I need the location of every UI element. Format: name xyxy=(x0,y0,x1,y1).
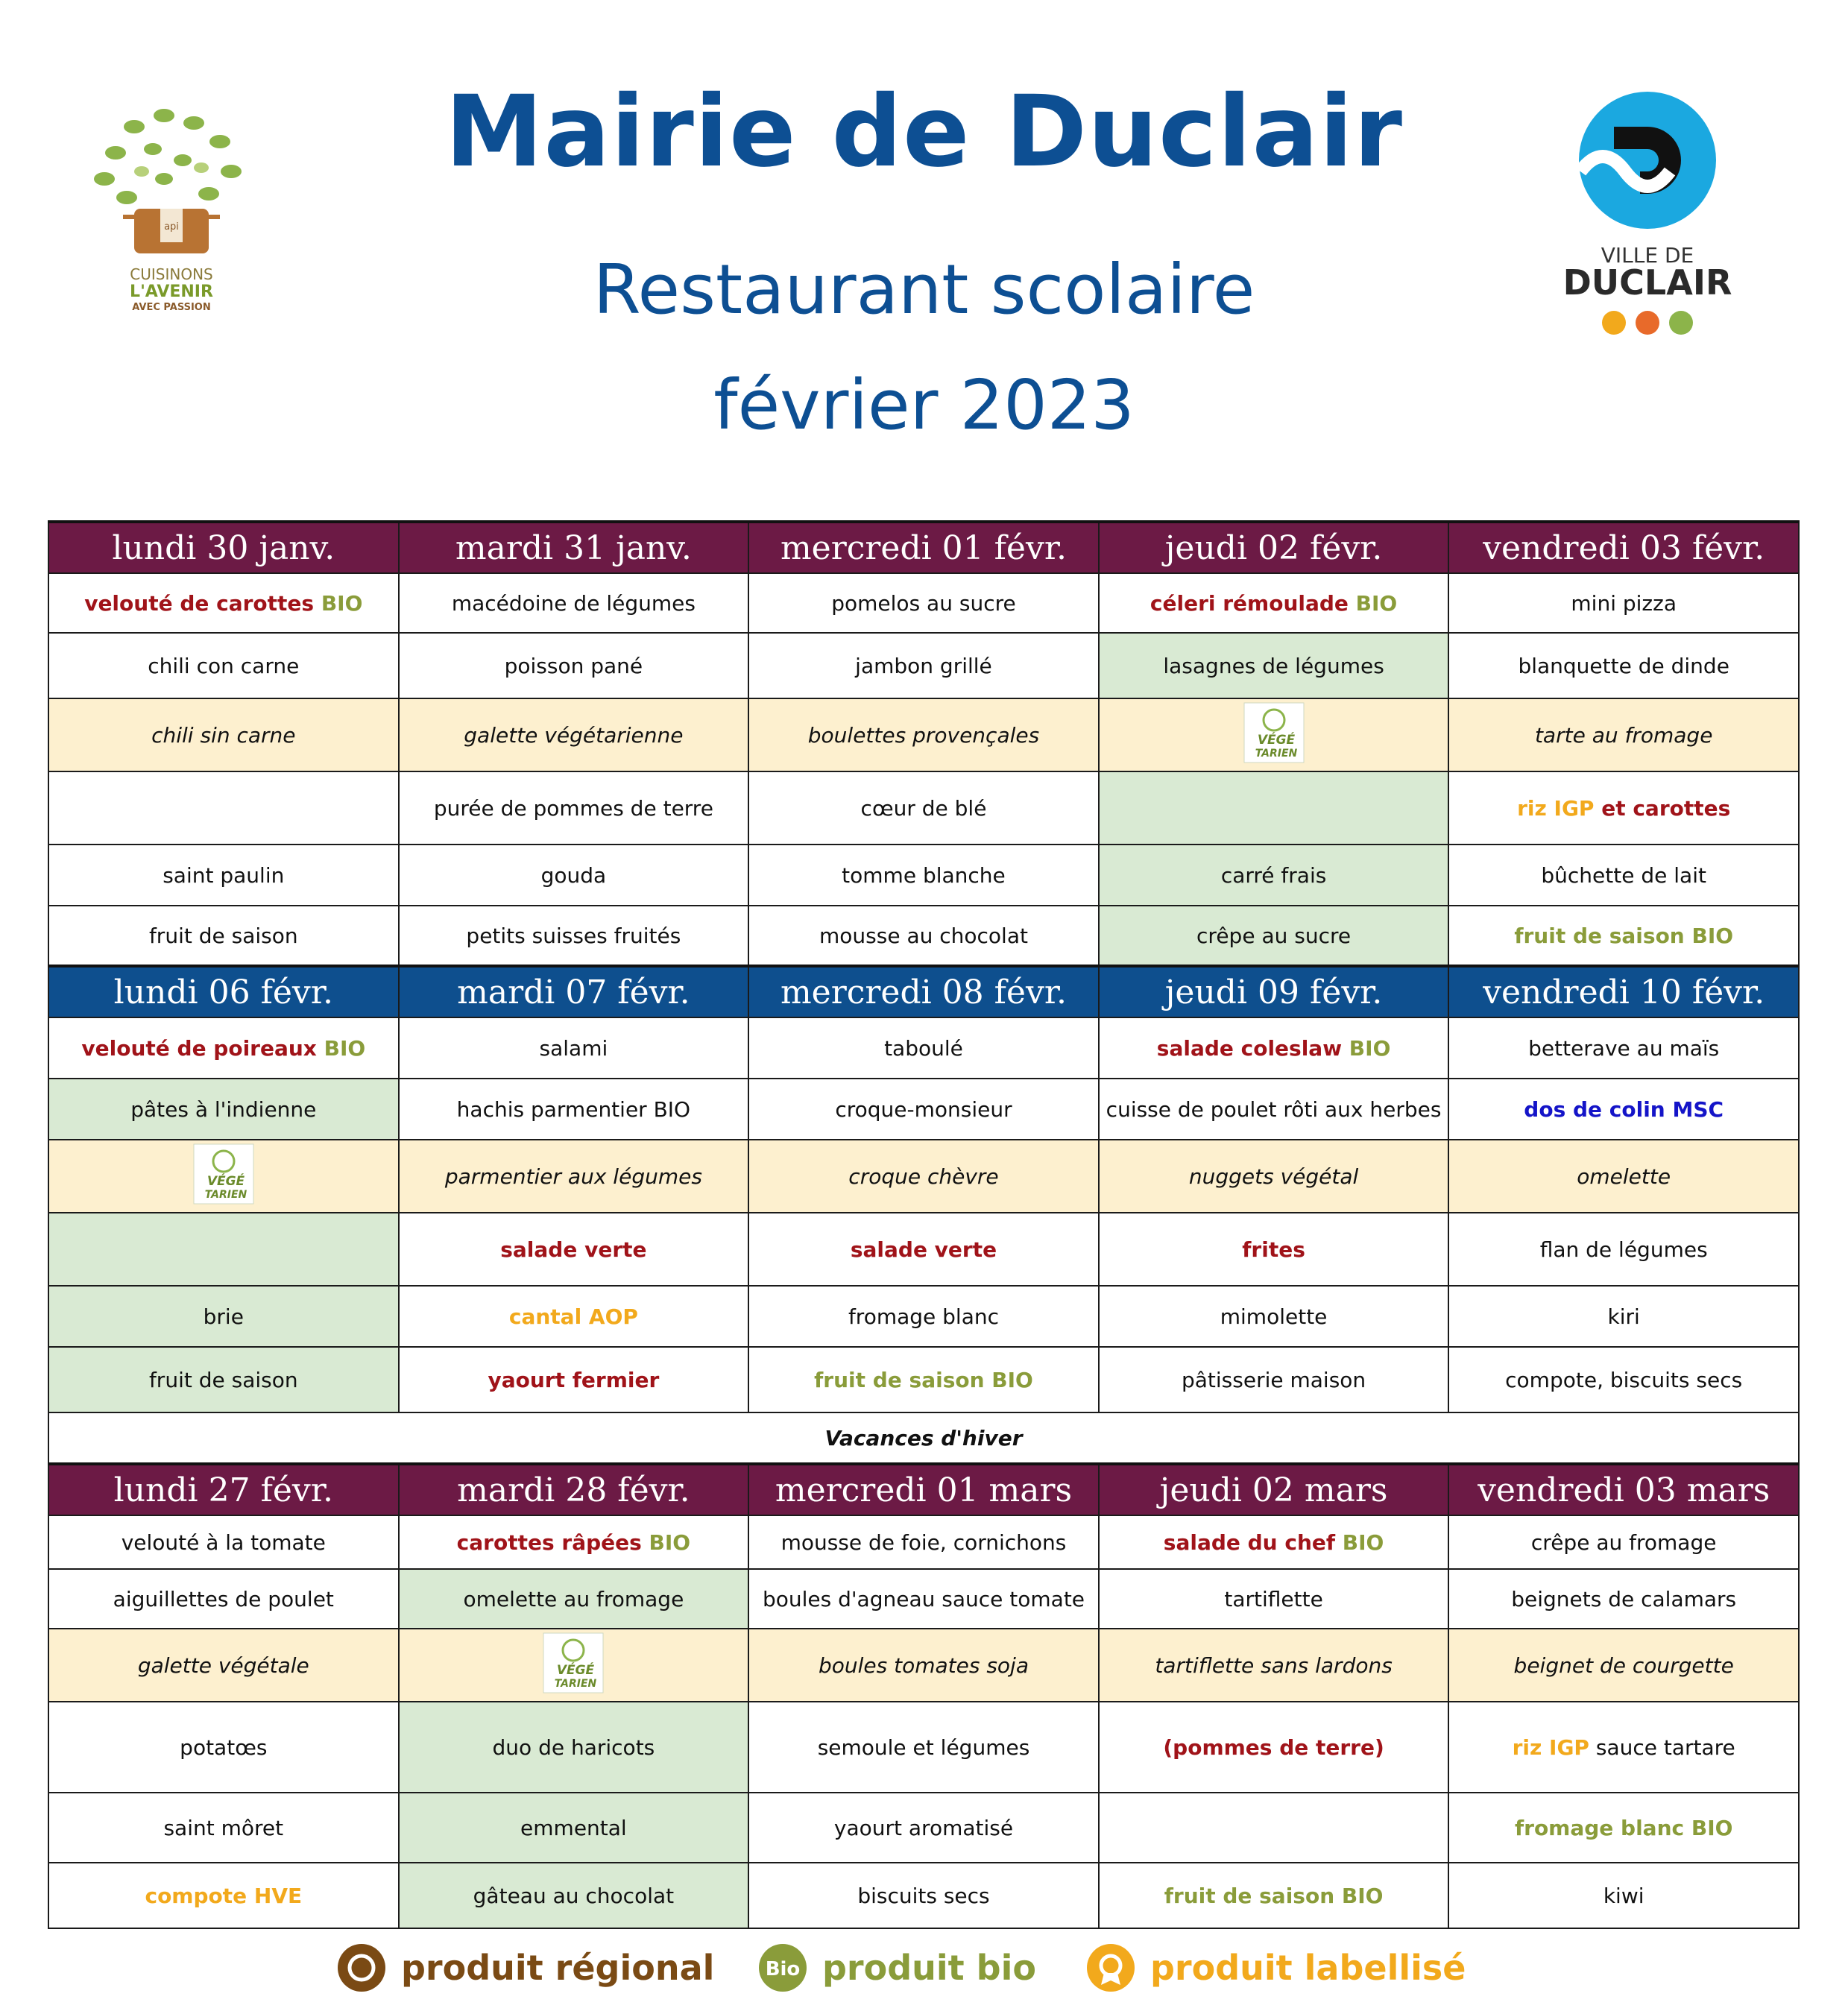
menu-cell xyxy=(48,1079,399,1140)
dish-text: poisson pané xyxy=(504,653,643,678)
menu-row-dessert xyxy=(48,1863,1799,1928)
menu-row-dessert xyxy=(48,906,1799,966)
dish-text: hachis parmentier BIO xyxy=(456,1096,691,1122)
week-1-day-header xyxy=(48,522,1799,573)
menu-cell xyxy=(1099,633,1449,698)
tree-pot-icon xyxy=(82,97,261,321)
week-3-day-header xyxy=(48,1464,1799,1515)
dish-text: parmentier aux légumes xyxy=(444,1164,702,1189)
legend-regional-label: produit régional xyxy=(401,1948,715,1988)
menu-cell xyxy=(1448,1863,1799,1928)
dish-text: salade verte xyxy=(500,1237,647,1262)
menu-cell xyxy=(1099,1569,1449,1629)
duclair-emblem-icon xyxy=(1551,89,1744,343)
vegetarian-badge-icon xyxy=(543,1632,604,1699)
menu-cell xyxy=(1099,1017,1449,1079)
dish-text: nuggets végétal xyxy=(1188,1164,1359,1189)
dish-text: pâtisserie maison xyxy=(1181,1367,1366,1392)
menu-row-dessert xyxy=(48,1347,1799,1412)
menu-cell xyxy=(748,1347,1099,1412)
dish-text: BIO xyxy=(1342,1035,1391,1061)
menu-cell xyxy=(48,1793,399,1863)
dish-text: saint môret xyxy=(163,1815,284,1840)
menu-cell xyxy=(748,1515,1099,1569)
menu-cell xyxy=(48,573,399,633)
menu-table xyxy=(48,520,1800,1929)
menu-cell xyxy=(399,698,749,771)
menu-row-side xyxy=(48,1702,1799,1793)
menu-cell xyxy=(1099,1079,1449,1140)
menu-cell xyxy=(1099,573,1449,633)
dish-text: blanquette de dinde xyxy=(1518,653,1729,678)
menu-cell xyxy=(1448,1140,1799,1213)
dish-text: (pommes de terre) xyxy=(1163,1734,1384,1760)
dish-text: duo de haricots xyxy=(492,1734,655,1760)
menu-cell xyxy=(48,1702,399,1793)
dish-text: carottes râpées xyxy=(456,1530,642,1555)
day-header: mardi 31 janv. xyxy=(399,522,749,573)
dish-text: tartiflette sans lardons xyxy=(1155,1652,1393,1678)
dish-text: semoule et légumes xyxy=(817,1734,1030,1760)
menu-cell xyxy=(1448,1347,1799,1412)
day-header: vendredi 10 févr. xyxy=(1448,966,1799,1017)
menu-cell xyxy=(1099,771,1449,845)
menu-row-main xyxy=(48,1079,1799,1140)
svg-text:DUCLAIR: DUCLAIR xyxy=(1562,262,1732,303)
dish-text: céleri rémoulade xyxy=(1150,590,1349,616)
dish-text: fromage blanc BIO xyxy=(1514,1815,1733,1840)
menu-cell xyxy=(399,1017,749,1079)
dish-text: riz IGP xyxy=(1512,1734,1589,1760)
legend-bio xyxy=(757,1938,1036,1998)
menu-row-side xyxy=(48,1213,1799,1286)
menu-cell xyxy=(399,633,749,698)
dish-text: velouté de poireaux xyxy=(81,1035,317,1061)
menu-cell xyxy=(48,1569,399,1629)
svg-text:VÉGÉ: VÉGÉ xyxy=(206,1173,245,1189)
menu-cell xyxy=(748,1079,1099,1140)
dish-text: omelette au fromage xyxy=(463,1586,684,1611)
dish-text: mini pizza xyxy=(1571,590,1677,616)
menu-cell xyxy=(748,1213,1099,1286)
menu-cell xyxy=(748,573,1099,633)
dish-text: fruit de saison BIO xyxy=(1514,923,1734,948)
menu-cell xyxy=(1099,1515,1449,1569)
day-header: mercredi 01 févr. xyxy=(748,522,1099,573)
ville-de-duclair-logo xyxy=(1551,89,1744,343)
menu-cell xyxy=(1099,1347,1449,1412)
legend-bio-label: produit bio xyxy=(822,1948,1036,1988)
menu-month: février 2023 xyxy=(713,365,1135,445)
dish-text: velouté à la tomate xyxy=(121,1530,326,1555)
cuisinons-lavenir-logo xyxy=(82,97,261,321)
menu-cell xyxy=(1448,1017,1799,1079)
dish-text: mimolette xyxy=(1220,1304,1328,1329)
menu-cell xyxy=(1448,633,1799,698)
menu-cell xyxy=(1448,1079,1799,1140)
dish-text: macédoine de légumes xyxy=(451,590,696,616)
regional-icon xyxy=(335,1942,388,1994)
svg-text:AVEC PASSION: AVEC PASSION xyxy=(132,302,211,313)
svg-text:TARIEN: TARIEN xyxy=(555,1677,597,1690)
dish-text: sauce tartare xyxy=(1589,1734,1735,1760)
dish-text: croque-monsieur xyxy=(835,1096,1012,1122)
menu-cell xyxy=(48,1140,399,1213)
menu-cell xyxy=(748,698,1099,771)
dish-text: lasagnes de légumes xyxy=(1163,653,1384,678)
holiday-row xyxy=(48,1412,1799,1464)
dish-text: fruit de saison xyxy=(148,923,298,948)
menu-cell xyxy=(1099,698,1449,771)
day-header: vendredi 03 févr. xyxy=(1448,522,1799,573)
menu-cell xyxy=(48,845,399,906)
dish-text: salade verte xyxy=(850,1237,997,1262)
menu-cell xyxy=(1448,906,1799,966)
menu-cell xyxy=(748,771,1099,845)
menu-cell xyxy=(1099,1140,1449,1213)
menu-row-alternative xyxy=(48,1140,1799,1213)
svg-text:CUISINONS: CUISINONS xyxy=(130,265,213,283)
menu-row-alternative xyxy=(48,1629,1799,1702)
dish-text: taboulé xyxy=(884,1035,963,1061)
dish-text: cœur de blé xyxy=(860,795,987,821)
menu-cell xyxy=(1448,1569,1799,1629)
legend-label-label: produit labellisé xyxy=(1150,1948,1466,1988)
dish-text: carré frais xyxy=(1220,862,1327,888)
menu-row-cheese xyxy=(48,1286,1799,1347)
dish-text: galette végétale xyxy=(137,1652,309,1678)
menu-row-starter xyxy=(48,1515,1799,1569)
menu-cell xyxy=(399,845,749,906)
dish-text: yaourt aromatisé xyxy=(833,1815,1014,1840)
dish-text: BIO xyxy=(641,1530,691,1555)
dish-text: aiguillettes de poulet xyxy=(113,1586,334,1611)
dish-text: riz IGP xyxy=(1517,795,1595,821)
menu-cell xyxy=(48,771,399,845)
svg-text:VÉGÉ: VÉGÉ xyxy=(557,1662,595,1678)
dish-text: biscuits secs xyxy=(857,1883,990,1908)
menu-cell xyxy=(399,906,749,966)
dish-text: chili con carne xyxy=(148,653,300,678)
menu-cell xyxy=(1448,845,1799,906)
menu-cell xyxy=(48,1347,399,1412)
dish-text: salade du chef xyxy=(1163,1530,1336,1555)
dish-text: BIO xyxy=(316,1035,366,1061)
dish-text: boules d'agneau sauce tomate xyxy=(762,1586,1085,1611)
menu-cell xyxy=(1448,1793,1799,1863)
dish-text: compote, biscuits secs xyxy=(1505,1367,1743,1392)
menu-cell xyxy=(1099,1793,1449,1863)
vegetarian-badge-icon xyxy=(1243,702,1305,768)
svg-text:TARIEN: TARIEN xyxy=(1255,747,1297,760)
menu-cell xyxy=(48,1629,399,1702)
svg-text:api: api xyxy=(164,221,179,233)
menu-cell xyxy=(399,573,749,633)
dish-text: jambon grillé xyxy=(855,653,992,678)
dish-text: beignet de courgette xyxy=(1513,1652,1734,1678)
dish-text: crêpe au fromage xyxy=(1530,1530,1717,1555)
menu-cell xyxy=(748,1702,1099,1793)
dish-text: beignets de calamars xyxy=(1511,1586,1737,1611)
dish-text: velouté de carottes xyxy=(84,590,315,616)
menu-cell xyxy=(48,633,399,698)
dish-text: tartiflette xyxy=(1224,1586,1323,1611)
dish-text: cuisse de poulet rôti aux herbes xyxy=(1106,1096,1442,1122)
dish-text: pâtes à l'indienne xyxy=(130,1096,317,1122)
dish-text: emmental xyxy=(520,1815,627,1840)
dish-text: yaourt fermier xyxy=(488,1367,660,1392)
week-2-day-header xyxy=(48,966,1799,1017)
dish-text: mousse au chocolat xyxy=(819,923,1028,948)
dish-text: BIO xyxy=(314,590,363,616)
day-header: jeudi 02 mars xyxy=(1099,1464,1449,1515)
dish-text: gouda xyxy=(540,862,607,888)
label-icon xyxy=(1085,1942,1137,1994)
bio-icon xyxy=(757,1942,809,1994)
day-header: lundi 27 févr. xyxy=(48,1464,399,1515)
day-header: jeudi 09 févr. xyxy=(1099,966,1449,1017)
day-header: mardi 07 févr. xyxy=(399,966,749,1017)
dish-text: BIO xyxy=(1348,590,1398,616)
dish-text: tarte au fromage xyxy=(1534,722,1713,748)
menu-row-starter xyxy=(48,573,1799,633)
menu-cell xyxy=(399,1793,749,1863)
menu-cell xyxy=(748,1569,1099,1629)
day-header: mardi 28 févr. xyxy=(399,1464,749,1515)
menu-cell xyxy=(1099,845,1449,906)
day-header: lundi 06 févr. xyxy=(48,966,399,1017)
menu-cell xyxy=(1448,1702,1799,1793)
menu-cell xyxy=(48,698,399,771)
dish-text: flan de légumes xyxy=(1539,1237,1708,1262)
dish-text: salami xyxy=(539,1035,608,1061)
dish-text: croque chèvre xyxy=(848,1164,999,1189)
dish-text: compote HVE xyxy=(145,1883,303,1908)
day-header: mercredi 08 févr. xyxy=(748,966,1099,1017)
menu-cell xyxy=(1448,1629,1799,1702)
dish-text: frites xyxy=(1242,1237,1305,1262)
menu-row-main xyxy=(48,633,1799,698)
menu-cell xyxy=(399,1213,749,1286)
menu-row-cheese xyxy=(48,845,1799,906)
svg-text:L'AVENIR: L'AVENIR xyxy=(130,282,213,301)
vegetarian-badge-icon xyxy=(193,1143,254,1210)
dish-text: gâteau au chocolat xyxy=(473,1883,675,1908)
menu-cell xyxy=(748,1140,1099,1213)
menu-row-cheese xyxy=(48,1793,1799,1863)
dish-text: fromage blanc xyxy=(848,1304,1000,1329)
dish-text: mousse de foie, cornichons xyxy=(780,1530,1067,1555)
menu-cell xyxy=(399,1515,749,1569)
menu-cell xyxy=(1448,1286,1799,1347)
legend-regional xyxy=(335,1938,714,1998)
menu-row-alternative xyxy=(48,698,1799,771)
menu-cell xyxy=(1448,1515,1799,1569)
dish-text: pomelos au sucre xyxy=(831,590,1016,616)
menu-cell xyxy=(1448,573,1799,633)
menu-row-main xyxy=(48,1569,1799,1629)
menu-cell xyxy=(748,1286,1099,1347)
menu-row-starter xyxy=(48,1017,1799,1079)
menu-cell xyxy=(48,1213,399,1286)
dish-text: crêpe au sucre xyxy=(1196,923,1352,948)
menu-cell xyxy=(748,633,1099,698)
dish-text: boulettes provençales xyxy=(807,722,1040,748)
dish-text: boules tomates soja xyxy=(818,1652,1029,1678)
dish-text: dos de colin MSC xyxy=(1524,1096,1724,1122)
dish-text: betterave au maïs xyxy=(1528,1035,1720,1061)
menu-cell xyxy=(1099,906,1449,966)
dish-text: potatœs xyxy=(180,1734,268,1760)
menu-cell xyxy=(48,1286,399,1347)
dish-text: brie xyxy=(203,1304,244,1329)
page-subtitle: Restaurant scolaire xyxy=(593,250,1255,329)
menu-cell xyxy=(1099,1863,1449,1928)
day-header: jeudi 02 févr. xyxy=(1099,522,1449,573)
menu-cell xyxy=(1099,1213,1449,1286)
svg-text:VILLE DE: VILLE DE xyxy=(1601,243,1694,268)
menu-cell xyxy=(399,1079,749,1140)
menu-cell xyxy=(1448,1213,1799,1286)
svg-text:VÉGÉ: VÉGÉ xyxy=(1257,732,1295,748)
menu-cell xyxy=(399,1702,749,1793)
legend-label xyxy=(1085,1938,1466,1998)
dish-text: BIO xyxy=(1335,1530,1384,1555)
svg-text:TARIEN: TARIEN xyxy=(204,1188,247,1201)
menu-cell xyxy=(748,1793,1099,1863)
dish-text: cantal AOP xyxy=(508,1304,638,1329)
dish-text: omelette xyxy=(1577,1164,1671,1189)
dish-text: tomme blanche xyxy=(842,862,1006,888)
dish-text: kiwi xyxy=(1603,1883,1644,1908)
menu-cell xyxy=(399,771,749,845)
menu-cell xyxy=(48,906,399,966)
holiday-label: Vacances d'hiver xyxy=(48,1412,1799,1464)
dish-text: kiri xyxy=(1607,1304,1640,1329)
menu-cell xyxy=(748,845,1099,906)
menu-row-side xyxy=(48,771,1799,845)
menu-cell xyxy=(1448,698,1799,771)
menu-cell xyxy=(399,1863,749,1928)
dish-text: petits suisses fruités xyxy=(466,923,681,948)
dish-text: et carottes xyxy=(1594,795,1731,821)
menu-cell xyxy=(48,1863,399,1928)
menu-cell xyxy=(748,906,1099,966)
menu-cell xyxy=(48,1017,399,1079)
menu-cell xyxy=(48,1515,399,1569)
dish-text: fruit de saison BIO xyxy=(814,1367,1033,1392)
dish-text: galette végétarienne xyxy=(464,722,684,748)
dish-text: saint paulin xyxy=(163,862,285,888)
menu-cell xyxy=(399,1569,749,1629)
day-header: mercredi 01 mars xyxy=(748,1464,1099,1515)
menu-cell xyxy=(399,1629,749,1702)
dish-text: fruit de saison BIO xyxy=(1164,1883,1384,1908)
dish-text: salade coleslaw xyxy=(1156,1035,1343,1061)
menu-cell xyxy=(1448,771,1799,845)
dish-text: fruit de saison xyxy=(148,1367,298,1392)
menu-cell xyxy=(399,1286,749,1347)
day-header: lundi 30 janv. xyxy=(48,522,399,573)
dish-text: purée de pommes de terre xyxy=(433,795,713,821)
menu-cell xyxy=(1099,1702,1449,1793)
menu-cell xyxy=(1099,1629,1449,1702)
menu-cell xyxy=(1099,1286,1449,1347)
menu-cell xyxy=(399,1140,749,1213)
page-title: Mairie de Duclair xyxy=(445,75,1403,189)
dish-text: chili sin carne xyxy=(151,722,296,748)
menu-cell xyxy=(748,1629,1099,1702)
day-header: vendredi 03 mars xyxy=(1448,1464,1799,1515)
svg-text:Bio: Bio xyxy=(765,1958,801,1980)
menu-cell xyxy=(399,1347,749,1412)
menu-cell xyxy=(748,1017,1099,1079)
dish-text: bûchette de lait xyxy=(1541,862,1706,888)
menu-cell xyxy=(748,1863,1099,1928)
